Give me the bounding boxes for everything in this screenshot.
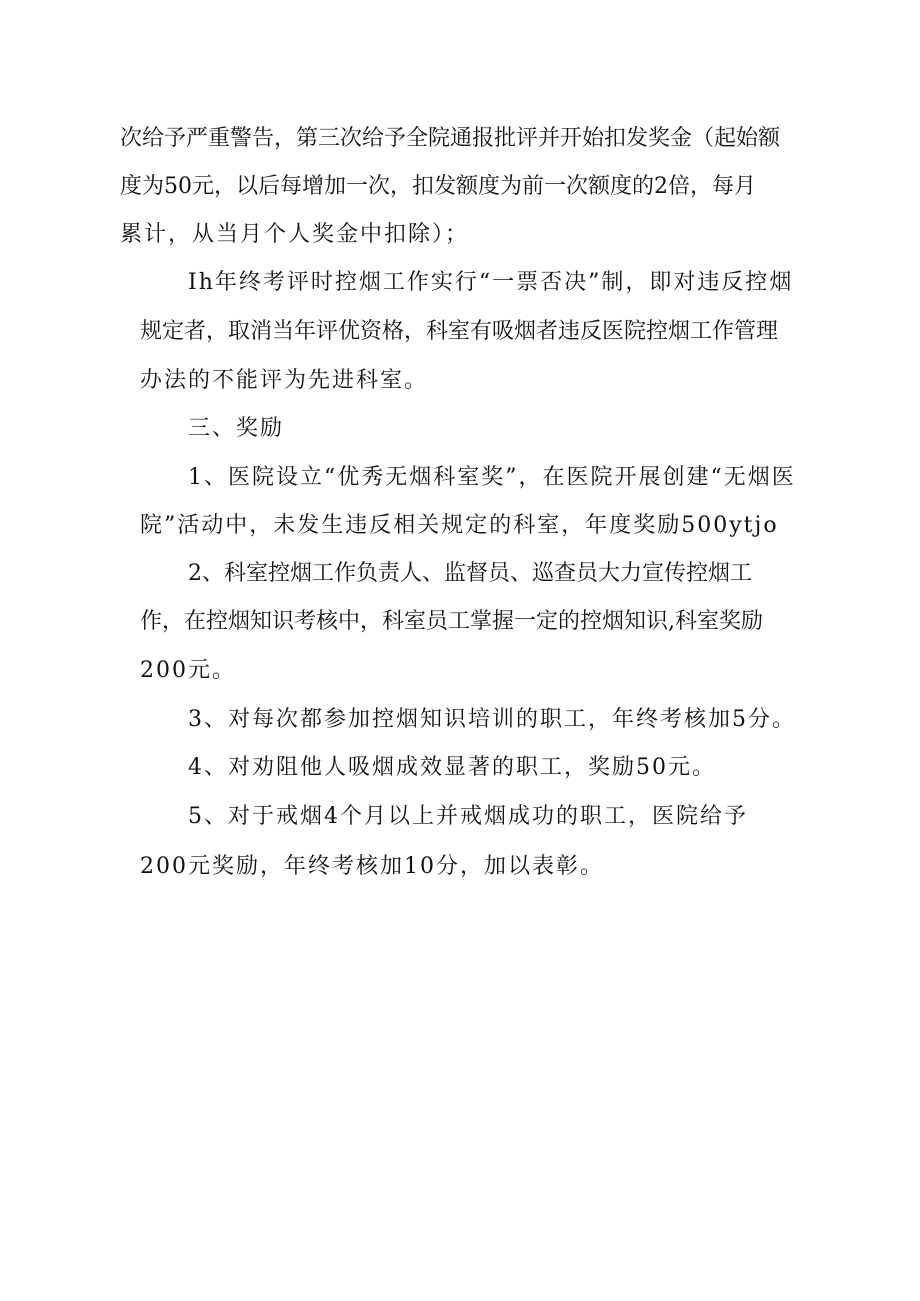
text-line-10: 2、科室控烟工作负责人、监督员、巡查员大力宣传控烟工 xyxy=(188,561,752,586)
text-line-5: 规定者，取消当年评优资格，科室有吸烟者违反医院控烟工作管理 xyxy=(140,319,779,344)
text-line-11: 作，在控烟知识考核中，科室员工掌握一定的控烟知识,科室奖励 xyxy=(140,609,763,634)
text-line-2: 度为50元，以后每增加一次，扣发额度为前一次额度的2倍，每月 xyxy=(120,174,756,199)
text-line-6: 办法的不能评为先进科室。 xyxy=(140,368,429,393)
text-line-9: 院”活动中，未发生违反相关规定的科室，年度奖励500ytjo xyxy=(140,513,779,538)
text-line-13: 3、对每次都参加控烟知识培训的职工，年终考核加5分。 xyxy=(188,707,796,732)
text-line-4: Ih年终考评时控烟工作实行“一票否决”制，即对违反控烟 xyxy=(188,270,794,295)
text-line-1: 次给予严重警告，第三次给予全院通报批评并开始扣发奖金（起始额 xyxy=(120,126,781,151)
text-line-3: 累计，从当月个人奖金中扣除）； xyxy=(120,222,470,247)
text-line-14: 4、对劝阻他人吸烟成效显著的职工，奖励50元。 xyxy=(188,755,716,780)
text-line-12: 200元。 xyxy=(140,658,236,683)
text-line-8: 1、医院设立“优秀无烟科室奖”，在医院开展创建“无烟医 xyxy=(188,465,796,490)
section-heading-rewards: 三、奖励 xyxy=(188,416,285,441)
text-line-16: 200元奖励，年终考核加10分，加以表彰。 xyxy=(140,854,604,879)
text-line-15: 5、对于戒烟4个月以上并戒烟成功的职工，医院给予 xyxy=(188,804,748,829)
